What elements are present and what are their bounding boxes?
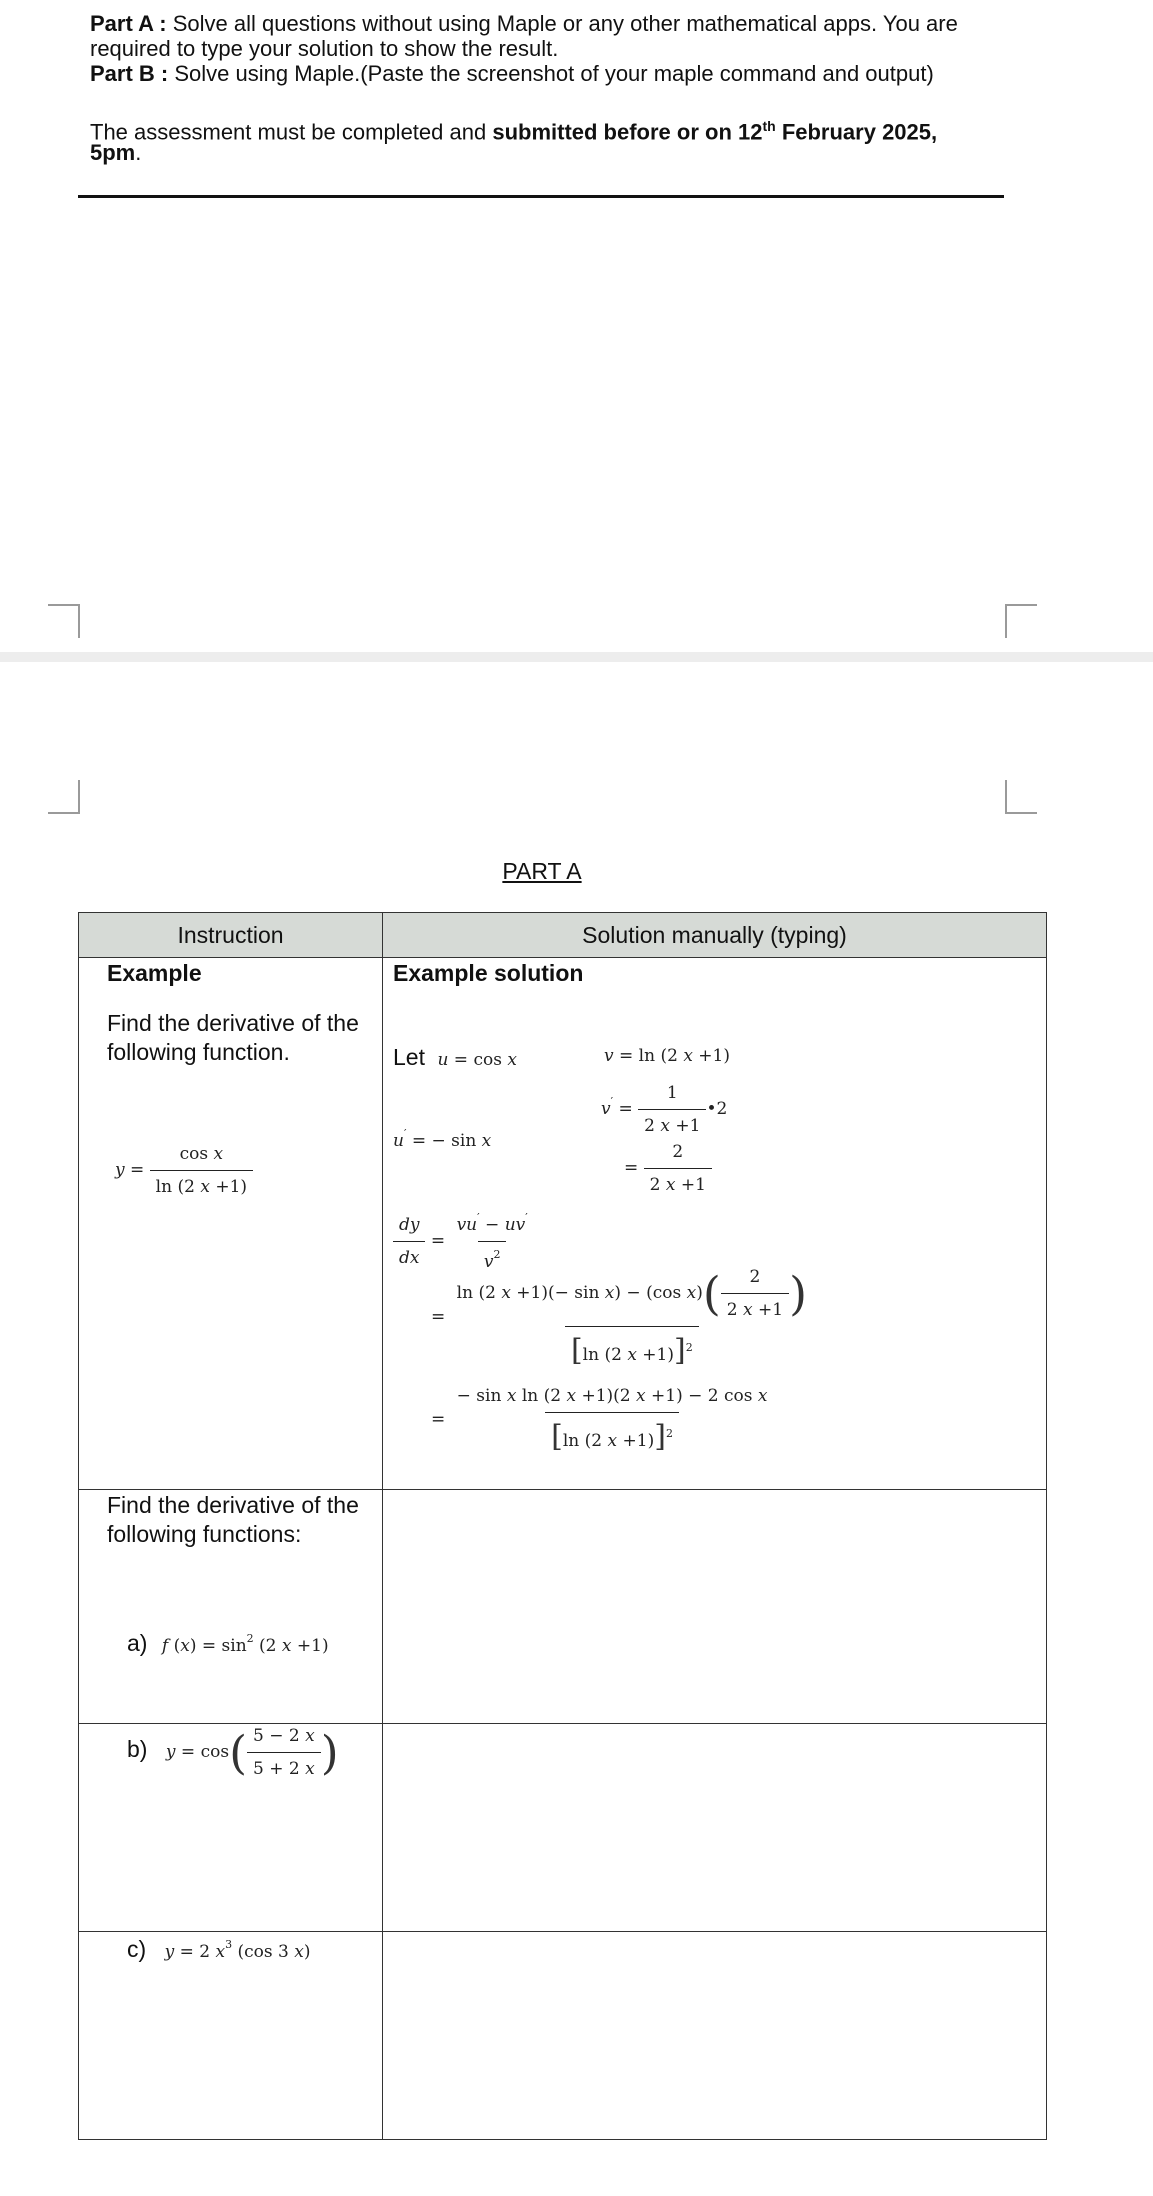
deadline-time: 5pm — [90, 140, 136, 165]
question-table — [78, 912, 1047, 2140]
derivative-step-1: = ln (2 x +1)(− sin x) − (cos x)( $\frac{2}{2 x +1}$ ) [ln (2 x +1)]$^2$ — [431, 1266, 808, 1368]
example-prompt-line-1: Find the derivative of the — [107, 1010, 359, 1036]
part-a-label: Part A : — [90, 11, 167, 36]
part-a-instruction-cont: required to type your solution to show the result. — [90, 36, 559, 61]
part-a-instruction — [90, 11, 1030, 36]
question-c-instruction-cell — [79, 1932, 383, 2140]
u-prime: u′ = − sin x — [393, 1127, 492, 1151]
question-row-a — [79, 1490, 1047, 1724]
question-c-label: c) — [127, 1936, 147, 1962]
crop-mark-top-left — [48, 604, 80, 638]
question-b-label: b) — [127, 1736, 148, 1762]
header-divider — [78, 195, 1004, 198]
answer-a-input[interactable] — [383, 1490, 1047, 1724]
deadline-sup: th — [762, 118, 776, 134]
example-solution-cell — [383, 958, 1047, 1490]
example-function: y = $\frac{\text{cos x}}{\ln (2 x +1)}$ — [115, 1144, 253, 1197]
question-intro-line-1: Find the derivative of the — [107, 1492, 359, 1518]
deadline-bold: submitted before or on 12 — [492, 119, 763, 145]
part-b-instruction — [90, 61, 934, 86]
crop-mark-top-right — [1005, 604, 1037, 638]
let-statement: Let u = cos x — [393, 1044, 517, 1070]
question-row-b — [79, 1724, 1047, 1932]
crop-mark-bottom-right — [1005, 780, 1037, 814]
deadline-statement — [90, 114, 1005, 144]
example-label: Example — [107, 960, 202, 986]
question-a: a) f $(x) = \sin^2 (2$ x +1) — [127, 1630, 329, 1656]
question-a-label: a) — [127, 1630, 148, 1656]
v-prime-line-1: v′ = $\frac{1}{2 x +1}$ •2 — [601, 1083, 728, 1136]
v-prime-line-2: = $\frac{2}{2 x +1}$ — [624, 1142, 712, 1195]
question-row-c — [79, 1932, 1047, 2140]
deadline-time-line — [90, 140, 141, 165]
page-break — [0, 652, 1153, 662]
example-instruction-cell — [79, 958, 383, 1490]
answer-b-input[interactable] — [383, 1724, 1047, 1932]
part-a-text: Solve all questions without using Maple or any other mathematical apps. You are — [166, 11, 958, 36]
section-title: PART A — [502, 858, 582, 884]
quotient-rule: $\frac{dy}{dx}$ = $\frac{vu' - uv'}{v^2}$ — [393, 1211, 534, 1272]
answer-c-input[interactable] — [383, 1932, 1047, 2140]
question-c: c) y = 2 $x^3$ (cos 3 x) — [127, 1936, 311, 1962]
question-a-instruction-cell — [79, 1490, 383, 1724]
question-b: b) y = cos( $\frac{5 - 2 x}{5 + 2 x}$ ) — [127, 1725, 339, 1780]
example-row — [79, 958, 1047, 1490]
v-definition: v = ln (2 x +1) — [604, 1046, 731, 1066]
table-header-row — [79, 913, 1047, 958]
derivative-step-2: = $\frac{\text{− sin x ln (2 x +1)(2 x +1) − 2 cos x}}{[\ln (2 x +1)]^2}$ — [431, 1386, 768, 1454]
example-solution-label: Example solution — [393, 960, 584, 986]
part-b-text: Solve using Maple.(Paste the screenshot of your maple command and output) — [168, 61, 934, 86]
question-b-instruction-cell — [79, 1724, 383, 1932]
deadline-prefix: The assessment must be completed and — [90, 119, 493, 145]
deadline-period: . — [135, 140, 142, 165]
part-b-label: Part B : — [90, 61, 169, 86]
crop-mark-bottom-left — [48, 780, 80, 814]
instruction-column-header: Instruction — [79, 913, 383, 958]
example-prompt-line-2: following function. — [107, 1039, 290, 1065]
let-word: Let — [393, 1044, 425, 1070]
question-intro-line-2: following functions: — [107, 1521, 302, 1547]
solution-column-header: Solution manually (typing) — [383, 913, 1047, 958]
deadline-date: February 2025, — [775, 119, 938, 145]
